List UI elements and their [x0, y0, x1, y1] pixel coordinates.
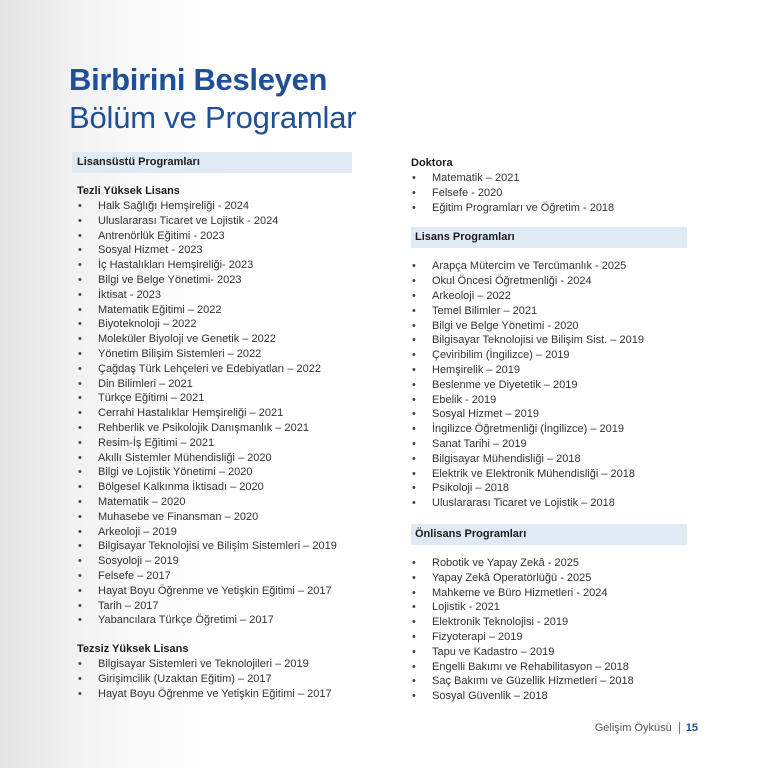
bullet-icon: • — [412, 334, 416, 347]
bullet-icon: • — [78, 599, 82, 612]
list-item — [411, 556, 689, 571]
list-item-text: Fizyoterapi – 2019 — [432, 630, 523, 643]
list-item — [77, 214, 355, 229]
bullet-icon: • — [78, 672, 82, 685]
bullet-icon: • — [412, 201, 416, 214]
list-item — [411, 171, 689, 186]
bullet-icon: • — [412, 423, 416, 436]
list-item-text: Matematik – 2021 — [432, 172, 520, 184]
bullet-icon: • — [412, 393, 416, 406]
list-item-text: Elektronik Teknolojisi - 2019 — [432, 616, 569, 629]
list-item — [77, 377, 355, 392]
bullet-icon: • — [412, 363, 416, 376]
list-item-text: Sosyal Güvenlik – 2018 — [432, 690, 548, 703]
list-item — [411, 289, 689, 304]
list-item — [77, 657, 355, 672]
list-item — [411, 186, 689, 201]
bullet-icon: • — [412, 275, 416, 288]
list-item — [411, 333, 689, 348]
bullet-icon: • — [412, 349, 416, 362]
list-tezsiz — [77, 657, 355, 701]
subhead-doktora: Doktora — [411, 157, 453, 169]
list-item — [77, 584, 355, 599]
list-item-text: Bilgisayar Teknolojisi ve Bilişim Sist. – 2019 — [432, 334, 644, 347]
list-item-text: Bilgisayar Sistemleri ve Teknolojileri – 2019 — [98, 658, 309, 671]
list-item — [77, 406, 355, 421]
list-item — [411, 378, 689, 393]
subhead-tezli: Tezli Yüksek Lisans — [77, 185, 180, 197]
list-item — [411, 363, 689, 378]
page-number: 15 — [685, 722, 698, 734]
list-item — [77, 332, 355, 347]
list-item-text: Yönetim Bilişim Sistemleri – 2022 — [98, 347, 262, 360]
list-item-text: Arkeoloji – 2019 — [98, 525, 177, 538]
bullet-icon: • — [78, 392, 82, 405]
bullet-icon: • — [412, 482, 416, 495]
bullet-icon: • — [78, 303, 82, 316]
list-item-text: Resim-İş Eğitimi – 2021 — [98, 436, 215, 449]
bullet-icon: • — [78, 347, 82, 360]
list-item-text: Sosyoloji – 2019 — [98, 555, 179, 568]
list-item-text: Sosyal Hizmet – 2019 — [432, 408, 539, 421]
list-item — [411, 660, 689, 675]
list-item-text: Lojistik - 2021 — [432, 601, 500, 614]
list-item — [411, 422, 689, 437]
list-item-text: Halk Sağlığı Hemşireliği - 2024 — [98, 200, 250, 212]
list-item — [77, 362, 355, 377]
list-item-text: Antrenörlük Eğitimi - 2023 — [98, 229, 225, 242]
bullet-icon: • — [412, 660, 416, 673]
list-item — [77, 317, 355, 332]
bullet-icon: • — [78, 229, 82, 242]
list-item — [411, 481, 689, 496]
list-item-text: Sanat Tarihi – 2019 — [432, 437, 527, 450]
list-item — [411, 201, 689, 216]
bullet-icon: • — [412, 408, 416, 421]
list-item-text: Çeviribilim (İngilizce) – 2019 — [432, 349, 570, 362]
bullet-icon: • — [412, 260, 416, 273]
list-item-text: Rehberlik ve Psikolojik Danışmanlık – 2021 — [98, 421, 309, 434]
bullet-icon: • — [412, 645, 416, 658]
list-item-text: Engelli Bakımı ve Rehabilitasyon – 2018 — [432, 660, 629, 673]
bullet-icon: • — [78, 451, 82, 464]
bullet-icon: • — [412, 319, 416, 332]
list-item — [411, 467, 689, 482]
bullet-icon: • — [412, 378, 416, 391]
bullet-icon: • — [78, 584, 82, 597]
list-item — [77, 303, 355, 318]
list-item-text: İngilizce Öğretmenliği (İngilizce) – 2019 — [432, 423, 624, 436]
list-item — [411, 319, 689, 334]
bullet-icon: • — [78, 259, 82, 272]
list-item — [77, 436, 355, 451]
bullet-icon: • — [78, 481, 82, 494]
list-tezli — [77, 199, 355, 628]
list-item-text: Moleküler Biyoloji ve Genetik – 2022 — [98, 333, 276, 346]
list-item — [77, 480, 355, 495]
section-onlisans: Önlisans Programları — [411, 524, 687, 545]
list-item-text: Matematik Eğitimi – 2022 — [98, 303, 222, 316]
bullet-icon: • — [78, 407, 82, 420]
page-footer — [595, 722, 698, 734]
subhead-tezsiz: Tezsiz Yüksek Lisans — [77, 643, 189, 656]
list-item-text: Uluslararası Ticaret ve Lojistik – 2018 — [432, 497, 615, 510]
bullet-icon: • — [78, 288, 82, 301]
bullet-icon: • — [78, 555, 82, 568]
list-item-text: Tapu ve Kadastro – 2019 — [432, 645, 555, 658]
list-item — [77, 569, 355, 584]
list-item-text: Biyoteknoloji – 2022 — [98, 318, 197, 331]
bullet-icon: • — [78, 495, 82, 508]
list-item — [77, 495, 355, 510]
list-item — [411, 407, 689, 422]
list-item-text: Akıllı Sistemler Mühendisliği – 2020 — [98, 451, 272, 464]
list-item-text: Bilgi ve Belge Yönetimi- 2023 — [98, 273, 242, 286]
list-item-text: Arapça Mütercim ve Tercümanlık - 2025 — [432, 260, 627, 273]
bullet-icon: • — [78, 333, 82, 346]
list-item-text: Bilgi ve Lojistik Yönetimi – 2020 — [98, 466, 253, 479]
list-item-text: Yabancılara Türkçe Öğretimi – 2017 — [98, 614, 274, 627]
list-item-text: İktisat - 2023 — [98, 288, 161, 301]
bullet-icon: • — [412, 601, 416, 614]
list-item — [77, 347, 355, 362]
bullet-icon: • — [78, 273, 82, 286]
list-item-text: Din Bilimleri – 2021 — [98, 377, 193, 390]
list-item — [77, 510, 355, 525]
list-item — [411, 615, 689, 630]
list-item-text: Hayat Boyu Öğrenme ve Yetişkin Eğitimi – 2017 — [98, 584, 332, 597]
footer-divider — [679, 722, 680, 734]
section-lisans: Lisans Programları — [411, 227, 687, 248]
bullet-icon: • — [78, 214, 82, 227]
list-item — [77, 672, 355, 687]
list-doktora — [411, 171, 689, 215]
bullet-icon: • — [78, 510, 82, 523]
list-item — [77, 539, 355, 554]
bullet-icon: • — [412, 172, 416, 184]
bullet-icon: • — [78, 569, 82, 582]
list-item — [411, 630, 689, 645]
bullet-icon: • — [78, 525, 82, 538]
section-lisansustu: Lisansüstü Programları — [72, 152, 352, 173]
bullet-icon: • — [78, 687, 82, 700]
footer-text: Gelişim Öyküsü — [594, 722, 672, 734]
list-item-text: Hayat Boyu Öğrenme ve Yetişkin Eğitimi – 2017 — [98, 687, 332, 700]
list-item — [77, 451, 355, 466]
list-item — [77, 273, 355, 288]
list-item-text: Temel Bilimler – 2021 — [432, 304, 538, 317]
list-item-text: Mahkeme ve Büro Hizmetleri - 2024 — [432, 586, 608, 599]
list-item — [77, 613, 355, 628]
list-item — [411, 586, 689, 601]
list-item-text: Bilgisayar Teknolojisi ve Bilişim Sistemleri – 2019 — [98, 540, 337, 553]
list-item-text: Uluslararası Ticaret ve Lojistik - 2024 — [98, 214, 279, 227]
bullet-icon: • — [412, 186, 416, 199]
list-item-text: Beslenme ve Diyetetik – 2019 — [432, 378, 578, 391]
bullet-icon: • — [412, 571, 416, 584]
list-item — [411, 674, 689, 689]
list-item-text: Türkçe Eğitimi – 2021 — [98, 392, 205, 405]
list-item-text: Okul Öncesi Öğretmenliği - 2024 — [432, 275, 592, 288]
list-item-text: İç Hastalıkları Hemşireliği- 2023 — [98, 259, 254, 272]
list-item-text: Elektrik ve Elektronik Mühendisliği – 2018 — [432, 467, 635, 480]
list-item — [411, 600, 689, 615]
list-item — [77, 243, 355, 258]
list-item-text: Yapay Zekâ Operatörlüğü - 2025 — [432, 571, 592, 584]
bullet-icon: • — [412, 616, 416, 629]
bullet-icon: • — [78, 244, 82, 257]
list-item-text: Ebelik - 2019 — [432, 393, 497, 406]
list-onlisans — [411, 556, 689, 704]
list-item — [411, 571, 689, 586]
list-item — [77, 554, 355, 569]
bullet-icon: • — [412, 586, 416, 599]
list-item-text: Arkeoloji – 2022 — [432, 289, 511, 302]
list-item — [411, 304, 689, 319]
list-item-text: Psikoloji – 2018 — [432, 482, 510, 495]
page-title: Birbirini Besleyen — [69, 62, 328, 97]
list-item-text: Girişimcilik (Uzaktan Eğitim) – 2017 — [98, 672, 272, 685]
list-item — [77, 525, 355, 540]
right-column — [411, 156, 689, 704]
bullet-icon: • — [412, 467, 416, 480]
list-item-text: Matematik – 2020 — [98, 495, 186, 508]
list-item-text: Muhasebe ve Finansman – 2020 — [98, 510, 259, 523]
bullet-icon: • — [78, 658, 82, 671]
list-item — [411, 645, 689, 660]
left-column — [77, 152, 355, 702]
list-item — [77, 391, 355, 406]
bullet-icon: • — [78, 421, 82, 434]
list-item — [411, 437, 689, 452]
list-item — [411, 452, 689, 467]
bullet-icon: • — [412, 675, 416, 688]
list-item-text: Eğitim Programları ve Öğretim - 2018 — [432, 201, 615, 214]
page-subtitle: Bölüm ve Programlar — [69, 100, 357, 135]
bullet-icon: • — [412, 304, 416, 317]
bullet-icon: • — [412, 289, 416, 302]
bullet-icon: • — [78, 362, 82, 375]
list-item — [77, 599, 355, 614]
bullet-icon: • — [78, 540, 82, 553]
list-item-text: Tarih – 2017 — [98, 599, 159, 612]
list-item — [77, 687, 355, 702]
list-item-text: Felsefe – 2017 — [98, 569, 171, 582]
bullet-icon: • — [78, 436, 82, 449]
bullet-icon: • — [78, 377, 82, 390]
list-item-text: Hemşirelik – 2019 — [432, 363, 521, 376]
list-item-text: Cerrahi Hastalıklar Hemşireliği – 2021 — [98, 407, 284, 420]
bullet-icon: • — [78, 318, 82, 331]
list-item-text: Çağdaş Türk Lehçeleri ve Edebiyatları – 2022 — [98, 362, 321, 375]
bullet-icon: • — [78, 466, 82, 479]
list-item-text: Bölgesel Kalkınma İktisadı – 2020 — [98, 481, 264, 494]
list-item-text: Bilgisayar Mühendisliği – 2018 — [432, 452, 581, 465]
list-item — [77, 229, 355, 244]
list-item — [77, 258, 355, 273]
list-item — [77, 465, 355, 480]
bullet-icon: • — [412, 630, 416, 643]
list-item — [77, 199, 355, 214]
list-item-text: Saç Bakımı ve Güzellik Hizmetleri – 2018 — [432, 675, 634, 688]
bullet-icon: • — [412, 452, 416, 465]
list-item — [411, 496, 689, 511]
bullet-icon: • — [78, 200, 82, 212]
list-lisans — [411, 259, 689, 511]
list-item — [411, 393, 689, 408]
bullet-icon: • — [78, 614, 82, 627]
bullet-icon: • — [412, 556, 416, 569]
list-item — [411, 274, 689, 289]
list-item-text: Bilgi ve Belge Yönetimi - 2020 — [432, 319, 579, 332]
list-item-text: Felsefe - 2020 — [432, 186, 503, 199]
bullet-icon: • — [412, 437, 416, 450]
list-item — [411, 689, 689, 704]
bullet-icon: • — [412, 497, 416, 510]
list-item — [411, 348, 689, 363]
list-item-text: Robotik ve Yapay Zekâ - 2025 — [432, 556, 579, 569]
list-item — [77, 421, 355, 436]
bullet-icon: • — [412, 690, 416, 703]
list-item — [411, 259, 689, 274]
list-item — [77, 288, 355, 303]
list-item-text: Sosyal Hizmet - 2023 — [98, 244, 203, 257]
